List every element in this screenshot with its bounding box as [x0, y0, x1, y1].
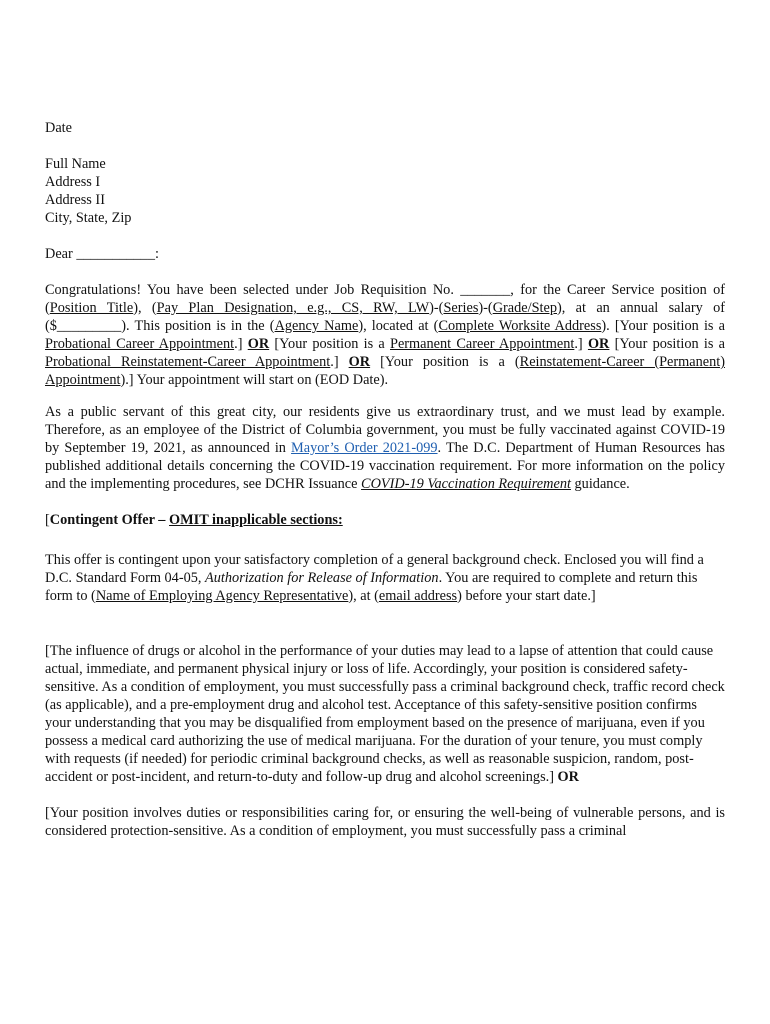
safety-sensitive-paragraph [45, 642, 725, 786]
offer-text: [Your position is a [269, 336, 390, 352]
offer-text: )-( [478, 300, 493, 316]
mayors-order-link[interactable]: Mayor’s Order 2021-099 [291, 440, 438, 456]
worksite-address-field: Complete Worksite Address [438, 318, 602, 334]
authorization-form-title: Authorization for Release of Information [205, 570, 439, 586]
bracket: [ [45, 512, 50, 528]
probational-career-option: Probational Career Appointment [45, 336, 235, 352]
background-text: ) before your start date.] [457, 588, 596, 604]
grade-step-field: Grade/Step [492, 300, 558, 316]
date-line: Date [45, 120, 72, 136]
offer-text: ), located at ( [358, 318, 439, 334]
offer-text: [Your position is a [609, 336, 725, 352]
background-check-paragraph [45, 551, 725, 605]
offer-text: )-( [429, 300, 444, 316]
salutation: Dear ___________: [45, 246, 159, 262]
offer-text: [Your position is a ( [370, 354, 520, 370]
reinstatement-permanent-option: Reinstatement-Career (Permanent) Appointment [45, 354, 725, 388]
recipient-city-state-zip: City, State, Zip [45, 210, 132, 226]
agency-representative-field: Name of Employing Agency Representative [95, 588, 349, 604]
recipient-address-block [45, 155, 725, 227]
background-text: This offer is contingent upon your satisfactory completion of a general background check. Enclosed you will find a D.C. Standard Form 04-05, [45, 552, 704, 586]
vaccination-text: . The D.C. Department of Human Resources has published additional details concerning the COVID-19 vaccination requirement. For more information on the policy and the implementing procedures, see DCHR Issuance [45, 440, 725, 492]
offer-text: .] [330, 354, 349, 370]
or-separator: OR [557, 769, 579, 785]
or-separator: OR [348, 354, 371, 370]
or-separator: OR [587, 336, 610, 352]
safety-sensitive-text: [The influence of drugs or alcohol in the performance of your duties may lead to a lapse of attention that could cause actual, immediate, and permanent physical injury or loss of life. Accordingly, your position is considered safety-sensitive. As a condition of employment, you must successfully pass a criminal background check, traffic record check (as applicable), and a pre-employment drug and alcohol test. Acceptance of this safety-sensitive position confirms your understanding that you may be disqualified from employment based on the presence of marijuana, even if you possess a medical card authorizing the use of medical marijuana. For the duration of your tenure, you must comply with requests (if needed) for periodic criminal background checks, as well as reasonable suspicion, random, post-accident or post-incident, and return-to-duty and follow-up drug and alcohol screenings.] [45, 643, 725, 785]
series-field: Series [443, 300, 479, 316]
protection-sensitive-text: [Your position involves duties or responsibilities caring for, or ensuring the well-being of vulnerable persons, and is considered protection-sensitive. As a condition of employment, you must successfully pass a criminal [45, 805, 725, 839]
recipient-address-1: Address I [45, 174, 101, 190]
recipient-full-name: Full Name [45, 156, 106, 172]
offer-text: ).] Your appointment will start on (EOD Date). [120, 372, 389, 388]
dchr-issuance-title: COVID-19 Vaccination Requirement [361, 476, 571, 492]
background-text: ), at ( [348, 588, 379, 604]
contingent-offer-heading [45, 511, 725, 529]
or-separator: OR [247, 336, 270, 352]
offer-text: ). [Your position is a [601, 318, 725, 334]
omit-instruction: OMIT inapplicable sections: [169, 512, 343, 528]
contingent-label: Contingent Offer – [49, 512, 170, 528]
letter-body [45, 119, 725, 840]
probational-reinstatement-option: Probational Reinstatement-Career Appointment [45, 354, 331, 370]
offer-text: .] [574, 336, 588, 352]
email-address-field: email address [378, 588, 458, 604]
offer-text: ), ( [133, 300, 157, 316]
background-text: . You are required to complete and return this form to ( [45, 570, 698, 604]
offer-text: Congratulations! You have been selected under Job Requisition No. _______, for the Career Service position of ( [45, 282, 725, 316]
pay-plan-field: Pay Plan Designation, e.g., CS, RW, LW [156, 300, 430, 316]
offer-text: .] [234, 336, 248, 352]
position-title-field: Position Title [49, 300, 134, 316]
protection-sensitive-paragraph [45, 804, 725, 840]
vaccination-text: guidance. [570, 476, 630, 492]
recipient-address-2: Address II [45, 192, 105, 208]
offer-text: ), at an annual salary of ($_________). This position is in the ( [45, 300, 725, 334]
vaccination-paragraph [45, 403, 725, 493]
permanent-career-option: Permanent Career Appointment [390, 336, 575, 352]
vaccination-text: As a public servant of this great city, our residents give us extraordinary trust, and we must lead by example. Therefore, as an employee of the District of Columbia government, you must be fully vaccinated against COVID-19 by September 19, 2021, as announced in [45, 404, 725, 456]
agency-name-field: Agency Name [274, 318, 359, 334]
offer-paragraph [45, 281, 725, 389]
